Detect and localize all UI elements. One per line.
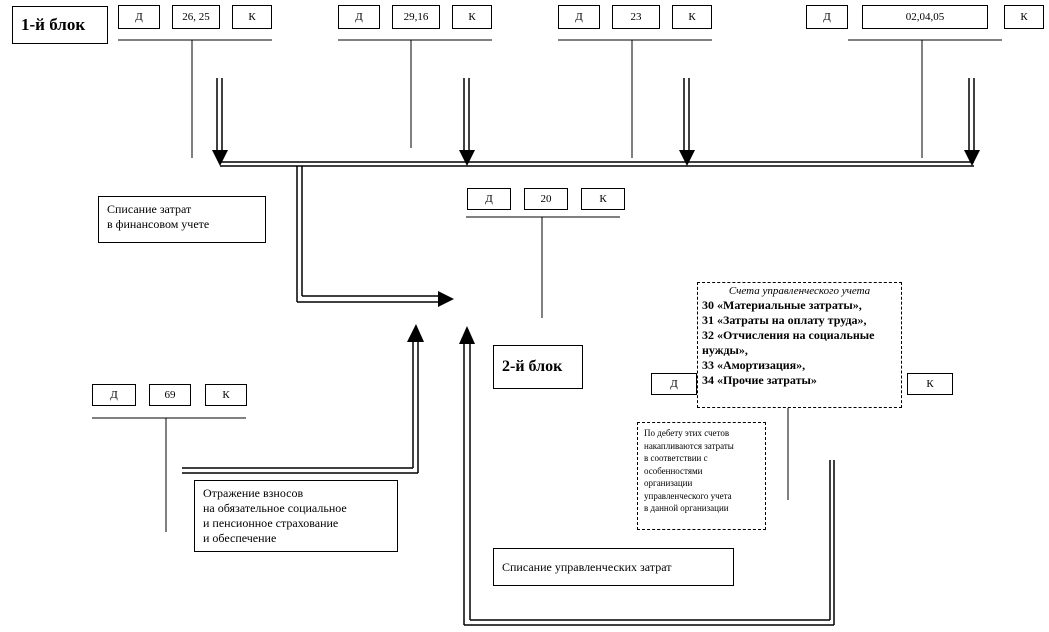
debit-note-line: в данной организации — [644, 503, 729, 513]
insurance-contributions-note — [194, 480, 398, 552]
credit-box-a1 — [232, 5, 272, 29]
credit-label: К — [926, 378, 934, 390]
credit-label: К — [222, 389, 230, 401]
credit-box-a3 — [672, 5, 712, 29]
management-accounts-heading: Счета управленческого учета — [728, 285, 871, 297]
debit-label: Д — [355, 11, 363, 23]
account-number-a20: 20 — [540, 193, 552, 205]
down-arrow-3 — [679, 78, 695, 166]
account-box-a1 — [172, 5, 220, 29]
account-number-a3: 23 — [630, 11, 642, 23]
financial-note-line: в финансовом учете — [107, 217, 210, 231]
down-arrow-1 — [212, 78, 228, 166]
debit-box-a4 — [806, 5, 848, 29]
debit-box-a1 — [118, 5, 160, 29]
managerial-writeoff-note — [493, 548, 734, 586]
debit-note-line: особенностями — [644, 465, 703, 476]
debit-label: Д — [485, 193, 493, 205]
block2-title — [493, 345, 583, 389]
block2-title-text: 2-й блок — [502, 358, 563, 375]
management-account-item: 33 «Амортизация», — [702, 358, 806, 372]
debit-box-a3 — [558, 5, 600, 29]
credit-label: К — [248, 11, 256, 23]
debit-label: Д — [670, 378, 678, 390]
account-number-a4: 02,04,05 — [905, 11, 945, 23]
credit-box-a4 — [1004, 5, 1044, 29]
account-box-a2 — [392, 5, 440, 29]
insurance-note-line: и обеспечение — [203, 531, 277, 545]
credit-box-a69 — [205, 384, 247, 406]
debit-box-mgmt — [651, 373, 697, 395]
debit-label: Д — [823, 11, 831, 23]
account-box-a69 — [149, 384, 191, 406]
insurance-note-line: на обязательное социальное — [203, 501, 347, 515]
down-arrow-4 — [964, 78, 980, 166]
credit-label: К — [688, 11, 696, 23]
debit-note-line: накапливаются затраты — [644, 440, 734, 451]
insurance-note-line: и пенсионное страхование — [203, 516, 339, 530]
block1-title-text: 1-й блок — [21, 15, 86, 34]
debit-label: Д — [110, 389, 118, 401]
debit-box-a20 — [467, 188, 511, 210]
credit-box-a2 — [452, 5, 492, 29]
management-account-item: 34 «Прочие затраты» — [702, 373, 817, 387]
account-box-a20 — [524, 188, 568, 210]
block1-title — [12, 6, 108, 44]
debit-box-a69 — [92, 384, 136, 406]
insurance-note-line: Отражение взносов — [203, 486, 304, 500]
financial-note-line: Списание затрат — [107, 202, 192, 216]
credit-box-mgmt — [907, 373, 953, 395]
management-accounts-box — [697, 282, 902, 408]
management-account-item: 31 «Затраты на оплату труда», — [702, 313, 867, 327]
debit-accumulation-note — [637, 422, 766, 530]
account-box-a4 — [862, 5, 988, 29]
debit-note-line: в соответствии с — [644, 453, 708, 463]
credit-label: К — [468, 11, 476, 23]
debit-label: Д — [575, 11, 583, 23]
debit-note-line: По дебету этих счетов — [644, 428, 730, 438]
management-account-item: нужды», — [702, 343, 748, 357]
debit-note-line: управленческого учета — [644, 490, 732, 501]
account-box-a3 — [612, 5, 660, 29]
credit-label: К — [599, 193, 607, 205]
collector-bar — [220, 162, 974, 166]
account-number-a2: 29,16 — [403, 11, 429, 23]
down-arrow-2 — [459, 78, 475, 166]
debit-note-line: организации — [644, 478, 693, 488]
account-number-a69: 69 — [164, 389, 176, 401]
management-account-item: 30 «Материальные затраты», — [702, 298, 862, 312]
debit-label: Д — [135, 11, 143, 23]
account-number-a1: 26, 25 — [182, 11, 210, 23]
credit-box-a20 — [581, 188, 625, 210]
debit-box-a2 — [338, 5, 380, 29]
financial-writeoff-note — [98, 196, 266, 243]
management-account-item: 32 «Отчисления на социальные — [702, 328, 875, 342]
managerial-note-text: Списание управленческих затрат — [502, 559, 672, 574]
financial-flow-arrow — [297, 166, 454, 307]
credit-label: К — [1020, 11, 1028, 23]
